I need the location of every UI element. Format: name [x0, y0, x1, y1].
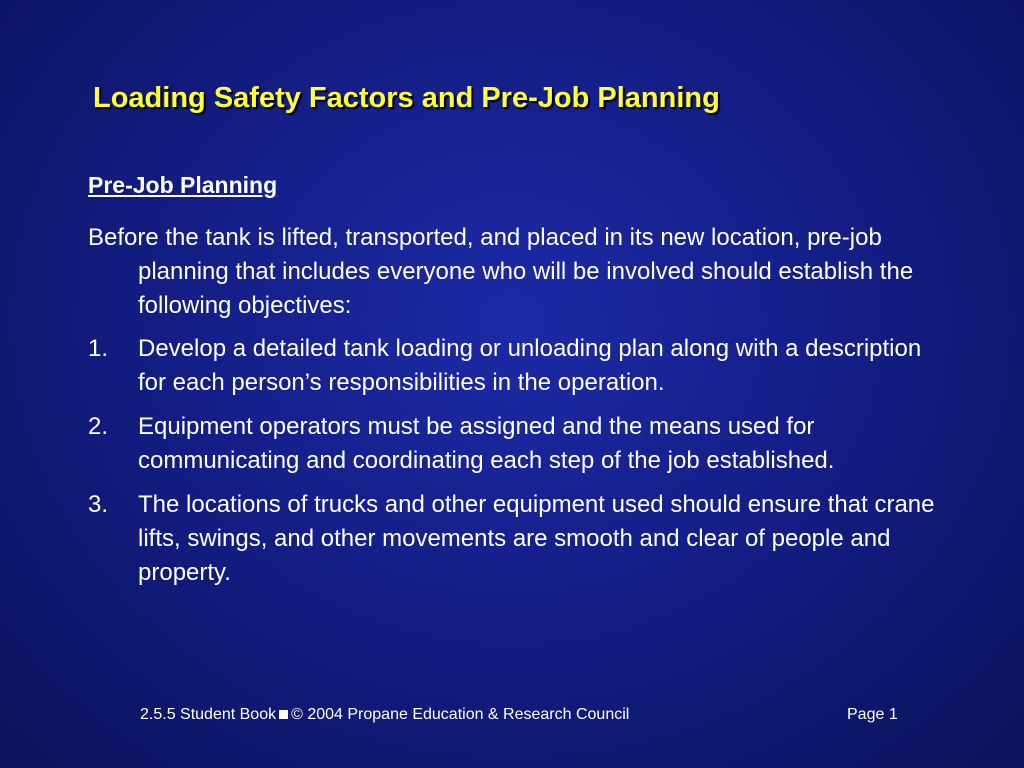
list-item-number: 1.	[88, 335, 109, 362]
slide-title: Loading Safety Factors and Pre-Job Planning	[93, 82, 720, 114]
list-item-number: 2.	[88, 413, 109, 440]
footer-book-label: 2.5.5 Student Book	[140, 706, 277, 723]
footer-page-number: Page 1	[847, 706, 898, 723]
list-item-number: 3.	[88, 491, 109, 518]
list-item-text: The locations of trucks and other equipment used should ensure that crane lifts, swings, and other movements are smooth and clear of people and property.	[138, 491, 935, 586]
list-item-text: Equipment operators must be assigned and the means used for communicating and coordinating each step of the job established.	[138, 413, 835, 474]
list-item	[88, 410, 948, 478]
square-bullet-icon	[279, 710, 288, 719]
list-item	[88, 488, 948, 590]
list-item	[88, 332, 948, 400]
section-heading: Pre-Job Planning	[88, 172, 278, 198]
footer-copyright: © 2004 Propane Education & Research Council	[291, 706, 630, 723]
objectives-list	[88, 332, 948, 600]
footer-left	[140, 706, 629, 724]
list-item-text: Develop a detailed tank loading or unloading plan along with a description for each person’s responsibilities in the operation.	[138, 335, 922, 396]
intro-paragraph: Before the tank is lifted, transported, and placed in its new location, pre-job planning that includes everyone who will be involved should establish the following objectives:	[88, 224, 914, 319]
